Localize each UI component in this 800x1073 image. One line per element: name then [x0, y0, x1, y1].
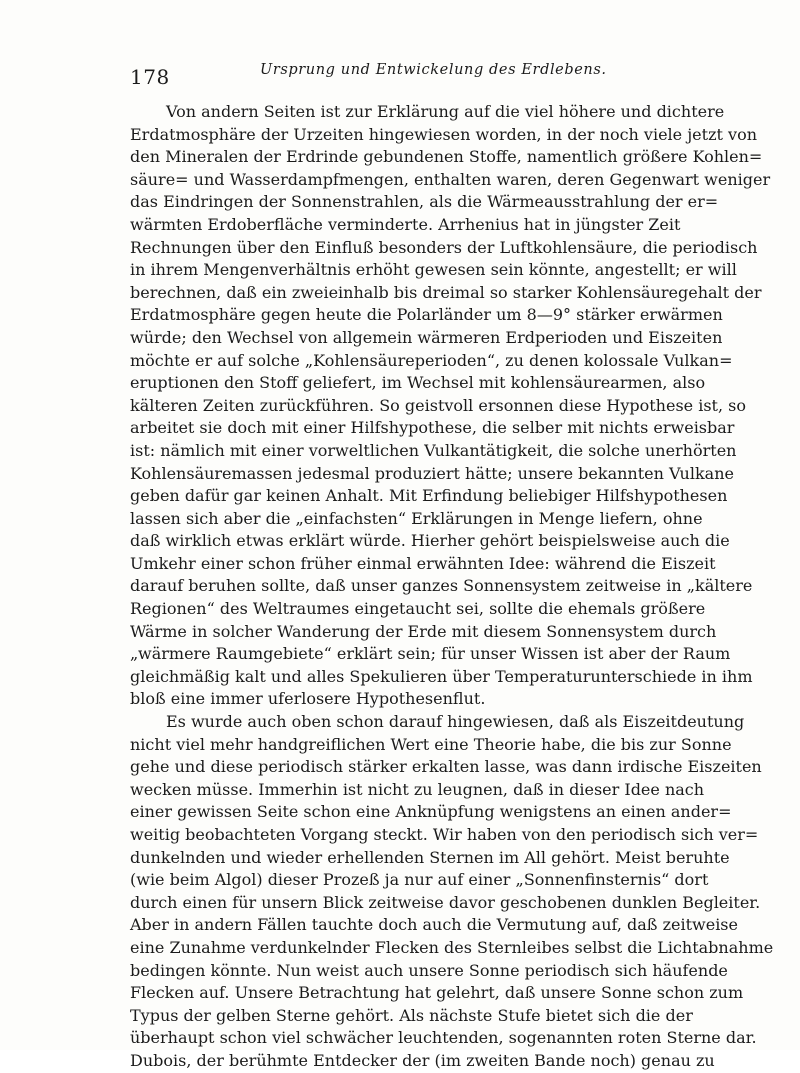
page-number: 178	[130, 65, 170, 89]
text-line: Typus der gelben Sterne gehört. Als nächste Stufe bietet sich die der	[130, 1005, 693, 1025]
text-line: überhaupt schon viel schwächer leuchtenden, sogenannten roten Sterne dar.	[130, 1028, 757, 1048]
text-line: das Eindringen der Sonnenstrahlen, als die Wärmeausstrahlung der er=	[130, 192, 719, 212]
text-line: Regionen“ des Weltraumes eingetaucht sei, sollte die ehemals größere	[130, 599, 706, 619]
text-line: dunkelnden und wieder erhellenden Sternen im All gehört. Meist beruhte	[130, 847, 730, 867]
text-line: Wärme in solcher Wanderung der Erde mit diesem Sonnensystem durch	[130, 621, 717, 641]
text-line: Kohlensäuremassen jedesmal produziert hätte; unsere bekannten Vulkane	[130, 463, 734, 483]
text-line: nicht viel mehr handgreiflichen Wert eine Theorie habe, die bis zur Sonne	[130, 734, 732, 754]
text-line: wärmten Erdoberfläche verminderte. Arrhenius hat in jüngster Zeit	[130, 214, 681, 234]
text-line: berechnen, daß ein zweieinhalb bis dreimal so starker Kohlensäuregehalt der	[130, 282, 762, 302]
text-line: den Mineralen der Erdrinde gebundenen Stoffe, namentlich größere Kohlen=	[130, 147, 763, 167]
text-line: eine Zunahme verdunkelnder Flecken des Sternleibes selbst die Lichtabnahme	[130, 937, 774, 957]
text-line: arbeitet sie doch mit einer Hilfshypothese, die selber mit nichts erweisbar	[130, 418, 735, 438]
text-line: „wärmere Raumgebiete“ erklärt sein; für unser Wissen ist aber der Raum	[130, 644, 731, 664]
text-line: möchte er auf solche „Kohlensäureperioden“, zu denen kolossale Vulkan=	[130, 350, 733, 370]
text-line: daß wirklich etwas erklärt würde. Hierher gehört beispielsweise auch die	[130, 531, 730, 551]
text-line: ist: nämlich mit einer vorweltlichen Vulkantätigkeit, die solche unerhörten	[130, 440, 737, 460]
running-title: Ursprung und Entwickelung des Erdlebens.	[260, 62, 607, 78]
text-line: in ihrem Mengenverhältnis erhöht gewesen sein könnte, angestellt; er will	[130, 260, 737, 280]
text-line: kälteren Zeiten zurückführen. So geistvoll ersonnen diese Hypothese ist, so	[130, 395, 746, 415]
text-line: Aber in andern Fällen tauchte doch auch die Vermutung auf, daß zeitweise	[130, 915, 738, 935]
text-line: Erdatmosphäre gegen heute die Polarländer um 8—9° stärker erwärmen	[130, 305, 723, 325]
text-line: Umkehr einer schon früher einmal erwähnten Idee: während die Eiszeit	[130, 553, 716, 573]
page-header	[130, 60, 678, 90]
text-line: wecken müsse. Immerhin ist nicht zu leugnen, daß in dieser Idee nach	[130, 779, 705, 799]
text-line: weitig beobachteten Vorgang steckt. Wir haben von den periodisch sich ver=	[130, 825, 759, 844]
text-line: gehe und diese periodisch stärker erkalten lasse, was dann irdische Eiszeiten	[130, 757, 762, 777]
text-line: darauf beruhen sollte, daß unser ganzes Sonnensystem zeitweise in „kältere	[130, 576, 753, 596]
text-line: (wie beim Algol) dieser Prozeß ja nur auf einer „Sonnenfinsternis“ dort	[130, 870, 709, 890]
text-line: lassen sich aber die „einfachsten“ Erklärungen in Menge liefern, ohne	[130, 508, 703, 528]
body-text	[130, 101, 774, 1073]
text-line: Rechnungen über den Einfluß besonders der Luftkohlensäure, die periodisch	[130, 237, 758, 257]
text-line: durch einen für unsern Blick zeitweise davor geschobenen dunklen Begleiter.	[130, 892, 761, 912]
text-line: säure= und Wasserdampfmengen, enthalten waren, deren Gegenwart weniger	[130, 169, 771, 189]
text-line: gleichmäßig kalt und alles Spekulieren über Temperaturunterschiede in ihm	[130, 666, 753, 686]
text-line: würde; den Wechsel von allgemein wärmeren Erdperioden und Eiszeiten	[130, 327, 723, 347]
text-line: Erdatmosphäre der Urzeiten hingewiesen worden, in der noch viele jetzt von	[130, 124, 757, 144]
text-line: bloß eine immer uferlosere Hypothesenflut.	[130, 689, 486, 709]
text-line: einer gewissen Seite schon eine Anknüpfung wenigstens an einen ander=	[130, 802, 732, 822]
text-line: geben dafür gar keinen Anhalt. Mit Erfindung beliebiger Hilfshypothesen	[130, 486, 728, 506]
text-line: Es wurde auch oben schon darauf hingewiesen, daß als Eiszeitdeutung	[166, 712, 745, 732]
text-line: Dubois, der berühmte Entdecker der (im zweiten Bande noch) genau zu	[130, 1050, 715, 1070]
text-line: Flecken auf. Unsere Betrachtung hat gelehrt, daß unsere Sonne schon zum	[130, 983, 744, 1003]
text-line: eruptionen den Stoff geliefert, im Wechsel mit kohlensäurearmen, also	[130, 373, 706, 393]
text-line: Von andern Seiten ist zur Erklärung auf die viel höhere und dichtere	[166, 102, 725, 121]
text-line: bedingen könnte. Nun weist auch unsere Sonne periodisch sich häufende	[130, 960, 728, 980]
